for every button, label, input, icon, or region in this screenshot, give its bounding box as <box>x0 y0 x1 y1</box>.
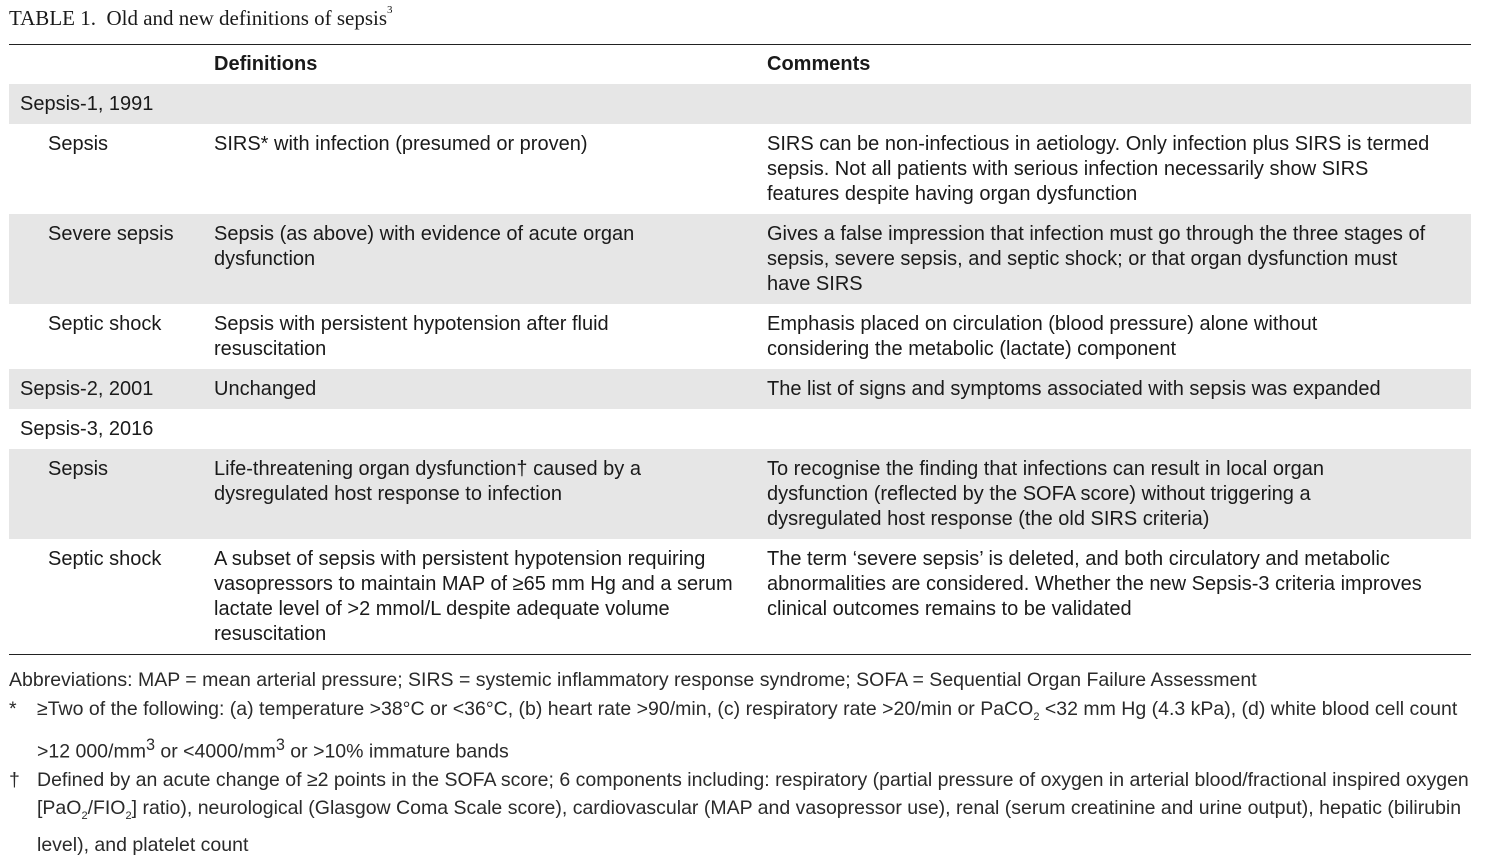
footnote-star-sub: 2 <box>1033 710 1040 723</box>
footnote-dagger <box>9 766 1471 859</box>
header-cell-label <box>9 44 214 84</box>
row-definition: A subset of sepsis with persistent hypotension requiring vasopressors to maintain MAP of ≥65 mm Hg and a serum lactate level of >2 mmol/L despite adequate volume resuscitation <box>214 548 733 645</box>
table-row <box>9 304 1471 369</box>
row-definition: Sepsis (as above) with evidence of acute organ dysfunction <box>214 214 767 304</box>
footnote-dagger-sub-2: 2 <box>125 810 132 823</box>
footnote-star-text-c: or <4000/mm <box>154 740 276 763</box>
header-cell-definitions: Definitions <box>214 52 318 75</box>
row-comment <box>767 409 1471 449</box>
row-label: Sepsis-2, 2001 <box>9 369 214 409</box>
footnote-star-text-d: or >10% immature bands <box>284 740 509 763</box>
table-row <box>9 124 1471 214</box>
table-header-row <box>9 44 1471 84</box>
footnote-star-sup-2: 3 <box>275 735 285 754</box>
table-footnotes <box>9 666 1471 859</box>
table-row <box>9 214 1471 304</box>
row-comment <box>767 84 1471 124</box>
row-definition: Life-threatening organ dysfunction† caused by a dysregulated host response to infection <box>214 449 767 539</box>
table-row <box>9 369 1471 409</box>
row-definition <box>214 84 767 124</box>
footnote-dagger-text-c: ] ratio), neurological (Glasgow Coma Scale score), cardiovascular (MAP and vasopressor use), renal (serum creatinine and urine output), hepatic (bilirubin level), and platelet count <box>37 797 1462 856</box>
table-caption <box>9 6 393 31</box>
row-label: Severe sepsis <box>9 214 214 304</box>
footnote-dagger-mark: † <box>9 768 20 791</box>
row-definition: Sepsis with persistent hypotension after fluid resuscitation <box>214 313 609 360</box>
footnote-dagger-sub-1: 2 <box>81 810 88 823</box>
table-row <box>9 409 1471 449</box>
table-row <box>9 539 1471 654</box>
row-label: Septic shock <box>48 548 162 570</box>
row-definition: SIRS* with infection (presumed or proven) <box>214 133 588 155</box>
footnote-star-sup-1: 3 <box>145 735 155 754</box>
row-label: Sepsis <box>9 449 214 539</box>
row-definition: Unchanged <box>214 369 767 409</box>
row-label: Septic shock <box>48 313 162 335</box>
table-row <box>9 84 1471 124</box>
bottom-rule <box>9 654 1471 655</box>
header-cell-comments: Comments <box>767 52 871 75</box>
footnote-dagger-text-a: Defined by an acute change of ≥2 points in the SOFA score; 6 components including: respiratory (partial pressure of oxygen in arterial blood/fractional inspired oxygen [PaO <box>37 768 1469 820</box>
row-comment: The list of signs and symptoms associated with sepsis was expanded <box>767 369 1471 409</box>
row-comment: Emphasis placed on circulation (blood pressure) alone without considering the metabolic (lactate) component <box>767 313 1318 360</box>
caption-ref: 3 <box>387 4 393 16</box>
footnote-star <box>9 695 1471 766</box>
caption-title: Old and new definitions of sepsis <box>106 6 388 30</box>
row-label: Sepsis <box>48 133 109 155</box>
table-row <box>9 449 1471 539</box>
row-definition <box>214 409 767 449</box>
abbreviations-note: Abbreviations: MAP = mean arterial pressure; SIRS = systemic inflammatory response syndrome; SOFA = Sequential Organ Failure Assessment <box>9 669 1257 691</box>
row-comment: SIRS can be non-infectious in aetiology. Only infection plus SIRS is termed sepsis. Not all patients with serious infection necessarily show SIRS features despite having organ dysfunction <box>767 133 1430 205</box>
footnote-star-text-a: ≥Two of the following: (a) temperature >38°C or <36°C, (b) heart rate >90/min, (c) respiratory rate >20/min or PaCO <box>37 697 1034 720</box>
definitions-table <box>9 44 1471 654</box>
footnote-dagger-text-b: /FIO <box>87 797 126 820</box>
row-label: Sepsis-3, 2016 <box>20 418 154 440</box>
row-comment: To recognise the finding that infections can result in local organ dysfunction (reflected by the SOFA score) without triggering a dysregulated host response (the old SIRS criteria) <box>767 449 1471 539</box>
footnote-star-text-b: <32 mm Hg (4.3 kPa), (d) white blood cell count >12 000/mm <box>37 697 1458 763</box>
footnote-star-mark: * <box>9 697 17 720</box>
row-comment: Gives a false impression that infection must go through the three stages of sepsis, severe sepsis, and septic shock; or that organ dysfunction must have SIRS <box>767 214 1471 304</box>
caption-label: TABLE 1. <box>9 6 96 30</box>
row-label: Sepsis-1, 1991 <box>9 84 214 124</box>
row-comment: The term ‘severe sepsis’ is deleted, and both circulatory and metabolic abnormalities are considered. Whether the new Sepsis-3 criteria improves clinical outcomes remains to be validated <box>767 548 1422 620</box>
